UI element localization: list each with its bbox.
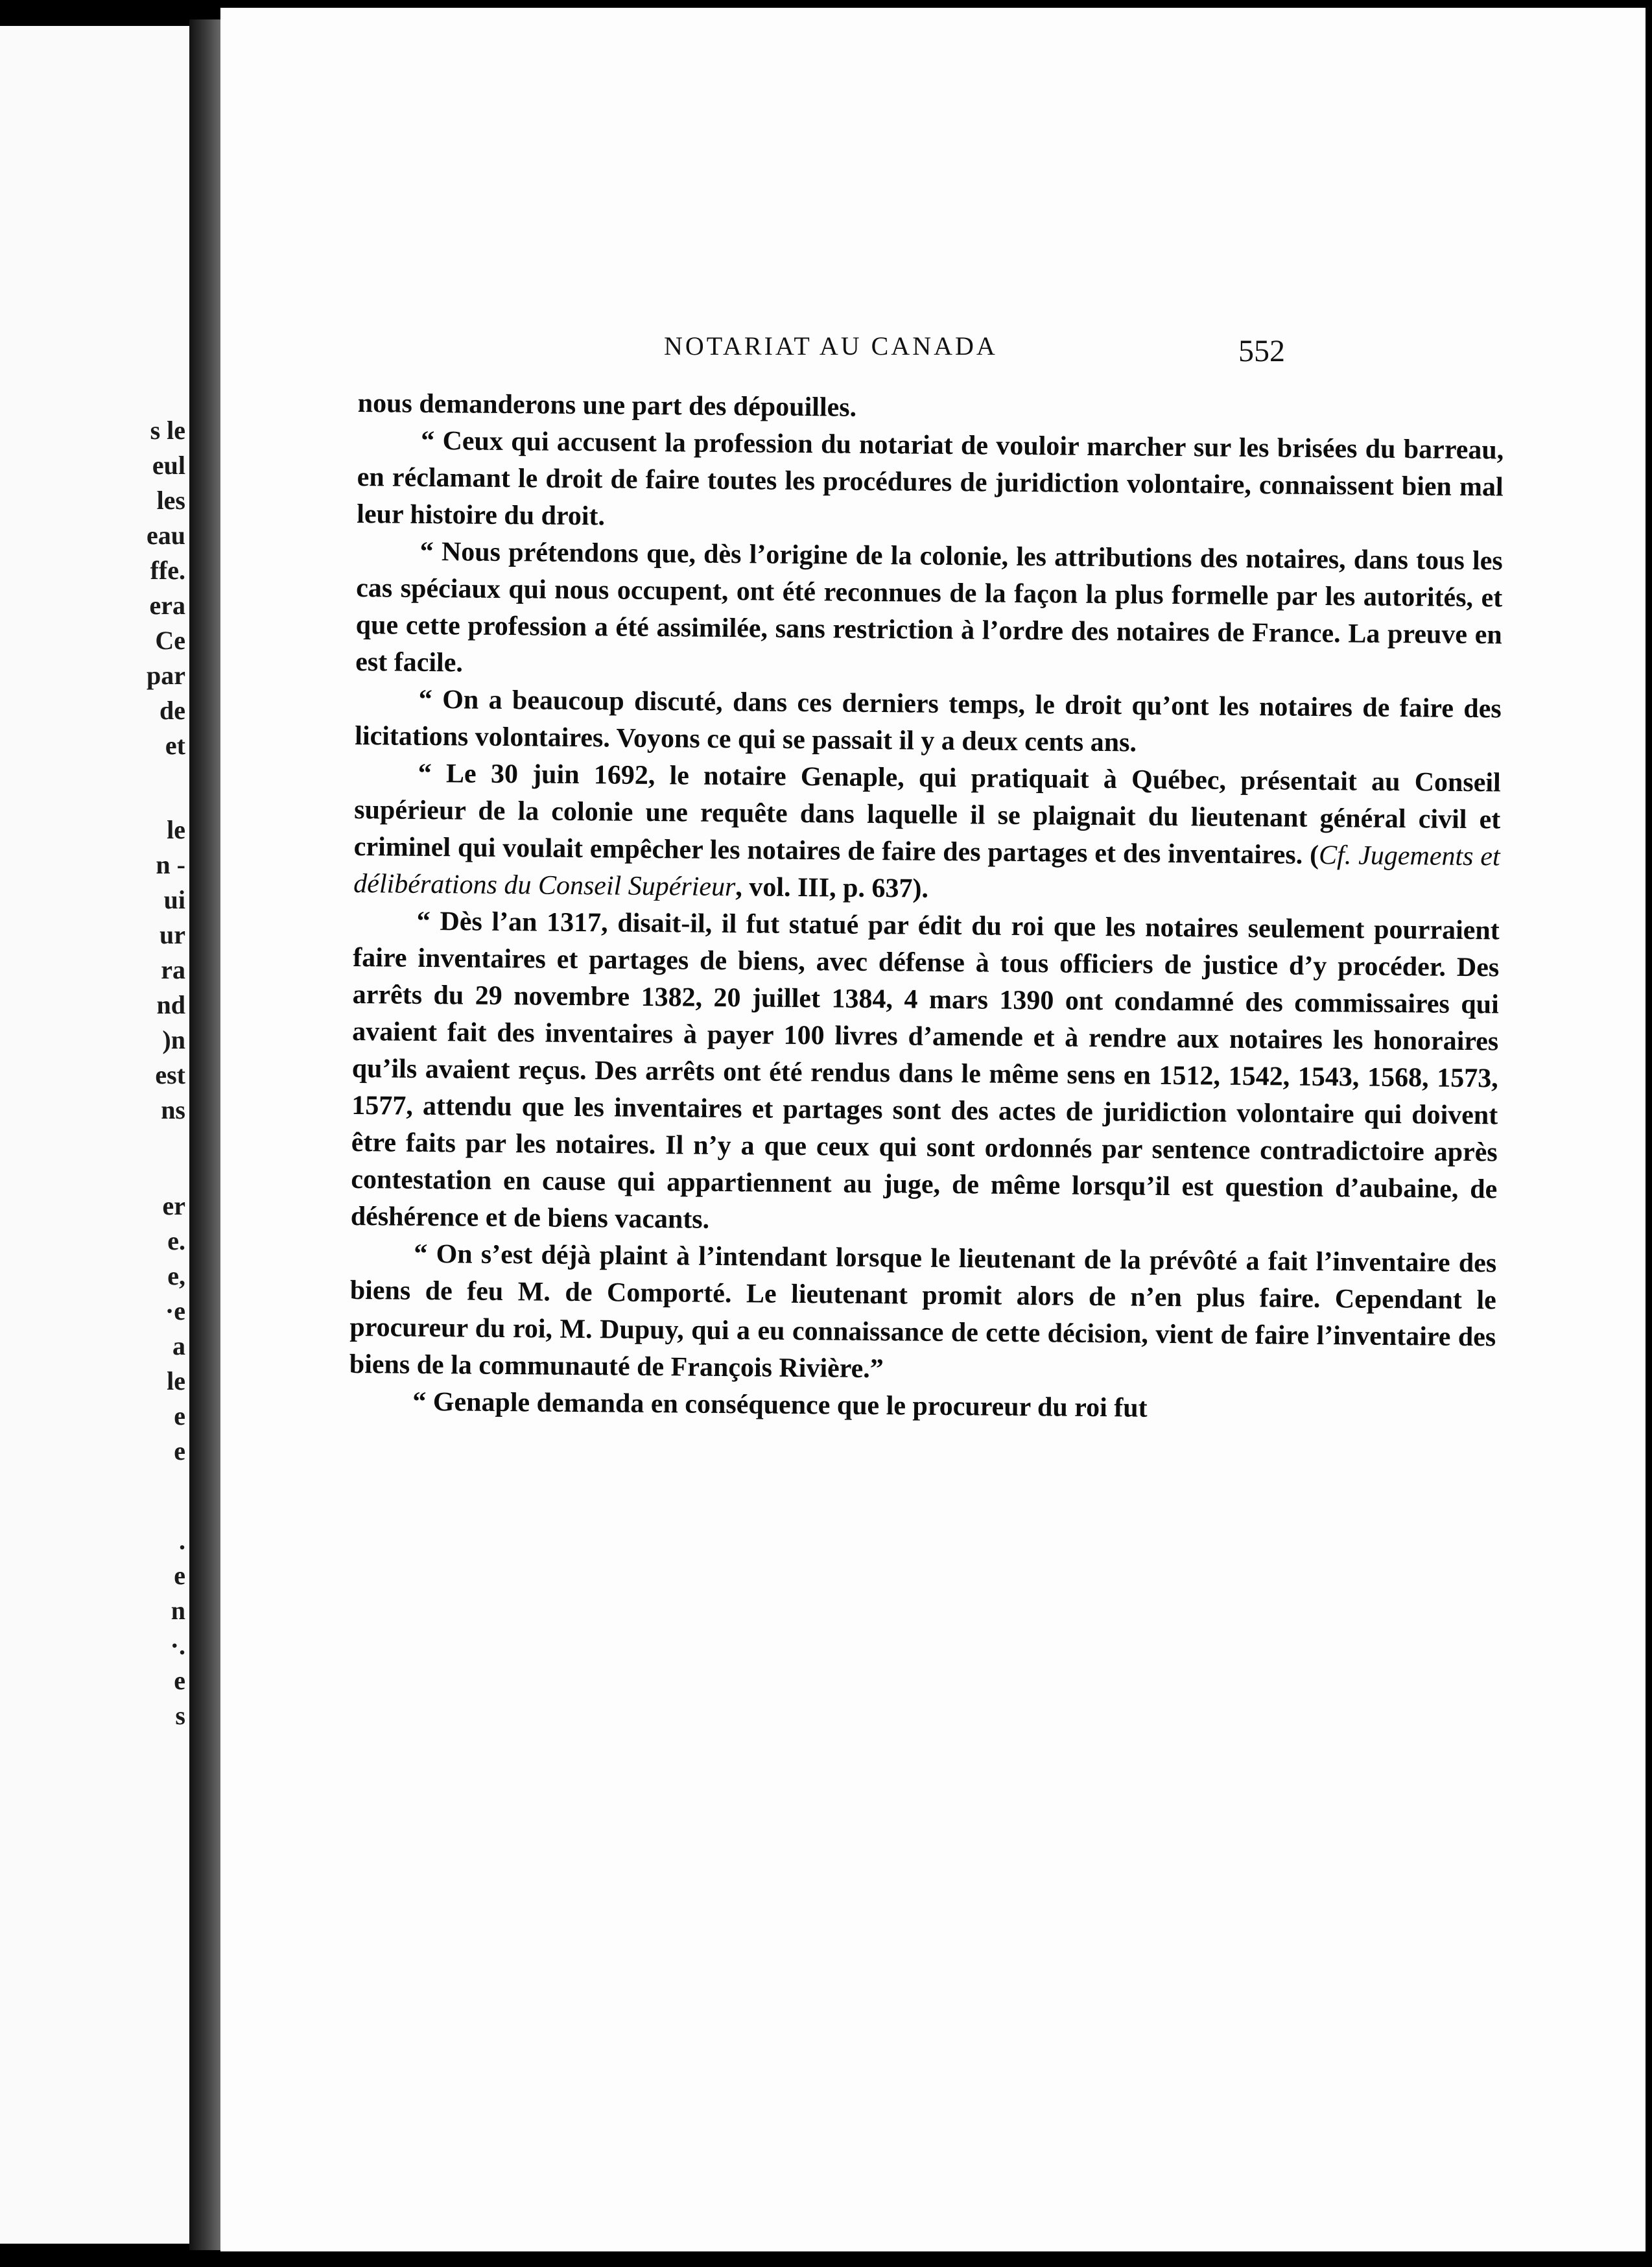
running-head: NOTARIAT AU CANADA	[664, 331, 998, 361]
citation-italic: Cf. Jugements et délibérations du Conseil Supérieur	[353, 840, 1500, 903]
paragraph: “ Dès l’an 1317, disait-il, il fut statué par édit du roi que les notaires seulement pourraient faire inventaires et partages de biens, avec défense à tous officiers de justice d’y procéder. Des arrêts du 29 novembre 1382, 20 juillet 1384, 4 mars 1390 ont condamné des commissaires qui avaient fait des inventaires à payer 100 livres d’amende et à rendre aux notaires les honoraires qu’ils avaient reçus. Des arrêts ont été rendus dans le même sens en 1512, 1542, 1543, 1568, 1573, 1577, attendu que les inventaires et partages sont des actes de juridiction volontaire qui doivent être faits par les notaires. Il n’y a que ceux qui sont ordonnés par sentence contradictoire après contestation en cause qui appartiennent au juge, de même lorsqu’il est question d’aubaine, de déshérence et de biens vacants.	[350, 906, 1500, 1235]
fragment: s le	[150, 416, 185, 445]
fragment: les	[156, 486, 185, 515]
fragment: a	[172, 1331, 185, 1360]
body-text	[349, 385, 1504, 1430]
paragraph: “ On s’est déjà plaint à l’intendant lorsque le lieutenant de la prévôté a fait l’inventaire des biens de feu M. de Comporté. Le lieutenant promit alors de n’en plus faire. Cependant le procureur du roi, M. Dupuy, qui a eu connaissance de cette décision, vient de faire l’inventaire des biens de la communauté de François Rivière.”	[349, 1239, 1497, 1384]
page-number: 552	[1238, 334, 1285, 368]
facing-page-left	[0, 26, 189, 2244]
fragment: )n	[162, 1025, 185, 1054]
fragment: de	[159, 696, 185, 725]
fragment: e	[174, 1666, 185, 1695]
paragraph: “ Nous prétendons que, dès l’origine de la colonie, les attributions des notaires, dans tous les cas spéciaux qui nous occupent, ont été reconnues de la façon la plus formelle par les autorités, et que cette profession a été assimilée, sans restriction à l’ordre des notaires de France. La preuve en est facile.	[355, 536, 1503, 678]
fragment: est	[155, 1060, 185, 1089]
fragment: ns	[161, 1095, 185, 1124]
paragraph: “ Genaple demanda en conséquence que le procureur du roi fut	[412, 1386, 1148, 1423]
fragment: le	[167, 815, 185, 844]
paragraph: “ Ceux qui accusent la profession du notariat de vouloir marcher sur les brisées du barreau, en réclamant le droit de faire toutes les procédures de juridiction volontaire, connaissent bien mal leur histoire du droit.	[357, 425, 1504, 532]
page-right	[220, 8, 1646, 2251]
fragment: ur	[159, 920, 185, 949]
fragment: le	[167, 1366, 185, 1395]
fragment: et	[165, 731, 185, 760]
facing-page-text-fragments	[0, 26, 189, 2244]
paragraph-text: “ Le 30 juin 1692, le notaire Genaple, qui pratiquait à Québec, présentait au Conseil supérieur de la colonie une requête dans laquelle il se plaignait du lieutenant général civil et criminel qui voulait empêcher les notaires de faire des partages et des inventaires. (	[353, 758, 1501, 870]
paragraph	[353, 755, 1501, 912]
fragment: e,	[167, 1261, 185, 1290]
fragment: er	[162, 1191, 185, 1220]
fragment: era	[149, 591, 185, 620]
fragment: ·e	[165, 1296, 185, 1325]
fragment: e.	[167, 1226, 185, 1255]
fragment: s	[175, 1701, 185, 1730]
paragraph: nous demanderons une part des dépouilles.	[357, 388, 857, 423]
fragment: n	[171, 1596, 185, 1625]
fragment: eau	[147, 521, 185, 550]
fragment: Ce	[155, 626, 185, 655]
fragment: e	[174, 1561, 185, 1590]
fragment: ra	[161, 955, 185, 984]
fragment: par	[147, 661, 185, 690]
fragment: nd	[156, 990, 185, 1019]
paragraph-text: , vol. III, p. 637).	[735, 872, 929, 904]
fragment: n -	[156, 850, 185, 879]
fragment: e	[174, 1436, 185, 1466]
fragment: eul	[152, 451, 185, 480]
fragment: ·.	[170, 1631, 185, 1660]
fragment: ffe.	[150, 556, 185, 585]
paragraph: “ On a beaucoup discuté, dans ces derniers temps, le droit qu’ont les notaires de faire des licitations volontaires. Voyons ce qui se passait il y a deux cents ans.	[355, 684, 1502, 758]
fragment: ui	[163, 885, 185, 914]
fragment: e	[174, 1401, 185, 1430]
fragment: .	[179, 1526, 185, 1555]
